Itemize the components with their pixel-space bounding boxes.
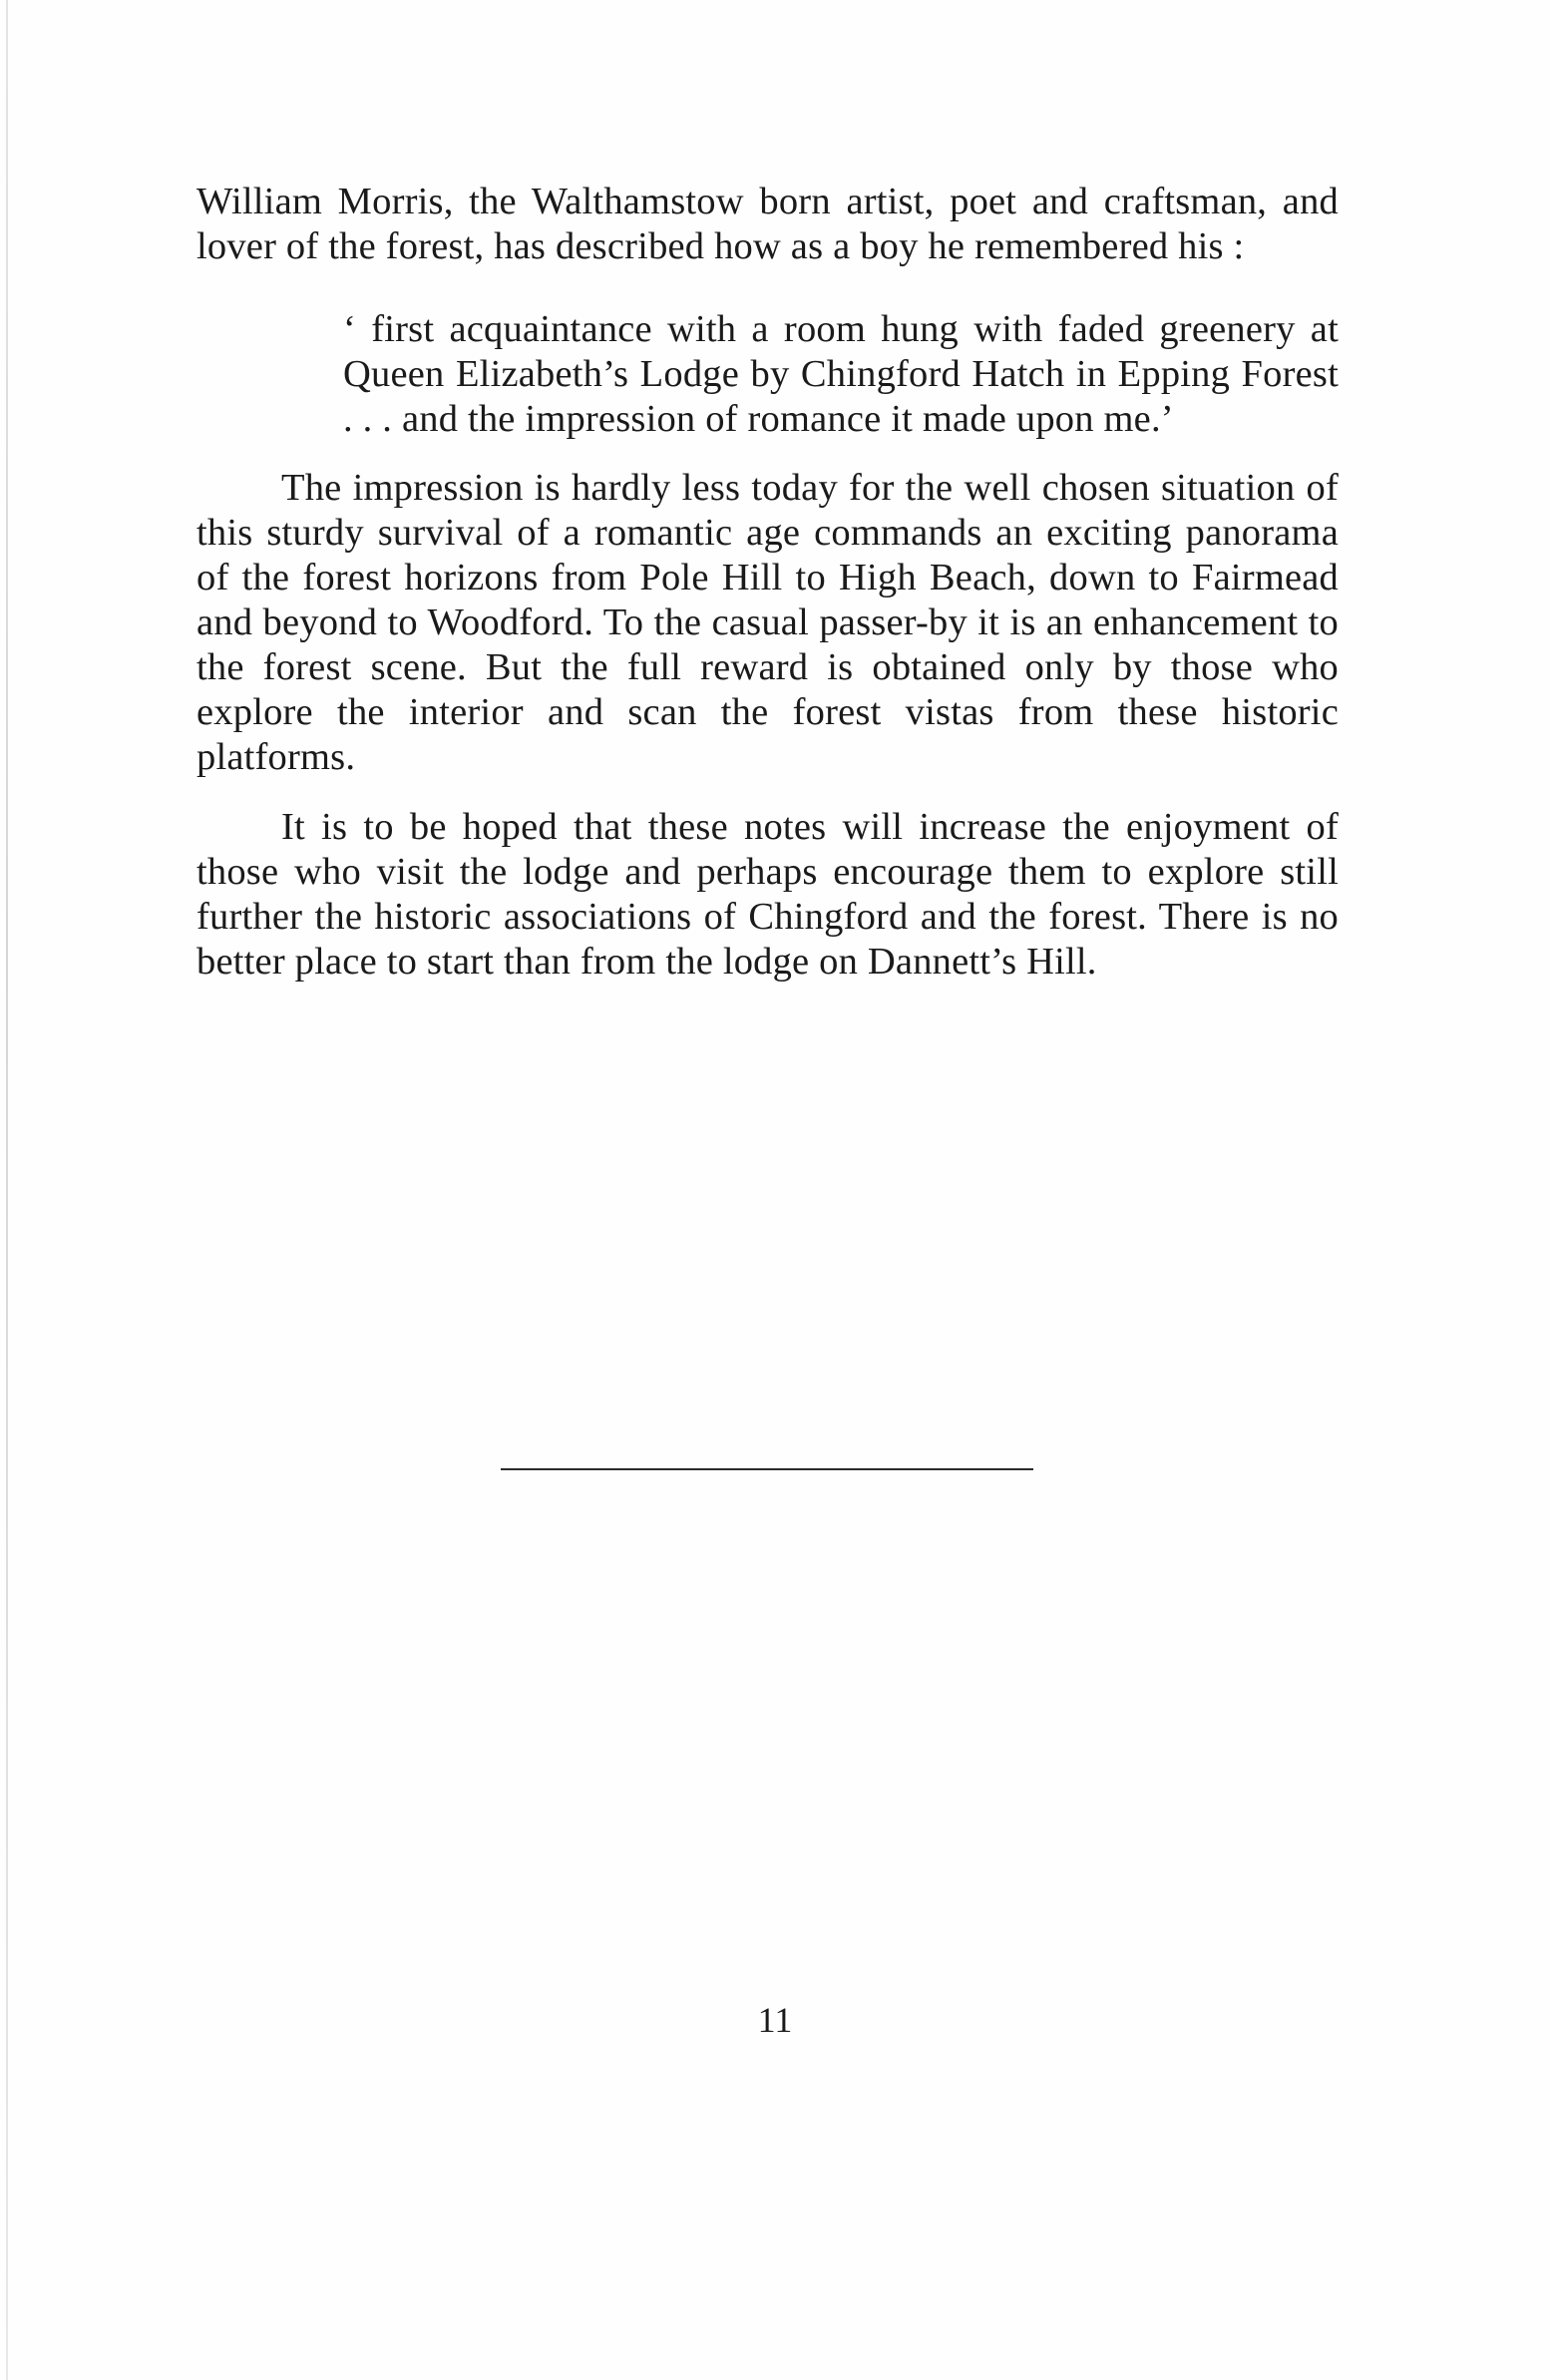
paragraph-closing: It is to be hoped that these notes will increase the enjoyment of those who visit the lodge and perhaps encourage them to explore still further the historic associations of Chingford and the forest. There is no better place to start than from the lodge on Dannett’s Hill. (196, 806, 1339, 983)
section-divider (501, 1468, 1033, 1470)
morris-quotation: ‘ first acquaintance with a room hung with faded greenery at Queen Elizabeth’s Lodge by Chingford Hatch in Epping Forest . . . and the impression of romance it made upon me.’ (343, 308, 1339, 440)
body-text (196, 180, 1339, 985)
paragraph-morris-intro: William Morris, the Walthamstow born artist, poet and craftsman, and lover of the forest, has described how as a boy he remembered his : (196, 181, 1339, 267)
page-number: 11 (757, 2000, 793, 2040)
paragraph-impression: The impression is hardly less today for the well chosen situation of this sturdy survival of a romantic age commands an exciting panorama of the forest horizons from Pole Hill to High Beach, down to Fairmead and beyond to Woodford. To the casual passer-by it is an enhancement to the forest scene. But the full reward is obtained only by those who explore the interior and scan the forest vistas from these historic platforms. (196, 467, 1339, 778)
